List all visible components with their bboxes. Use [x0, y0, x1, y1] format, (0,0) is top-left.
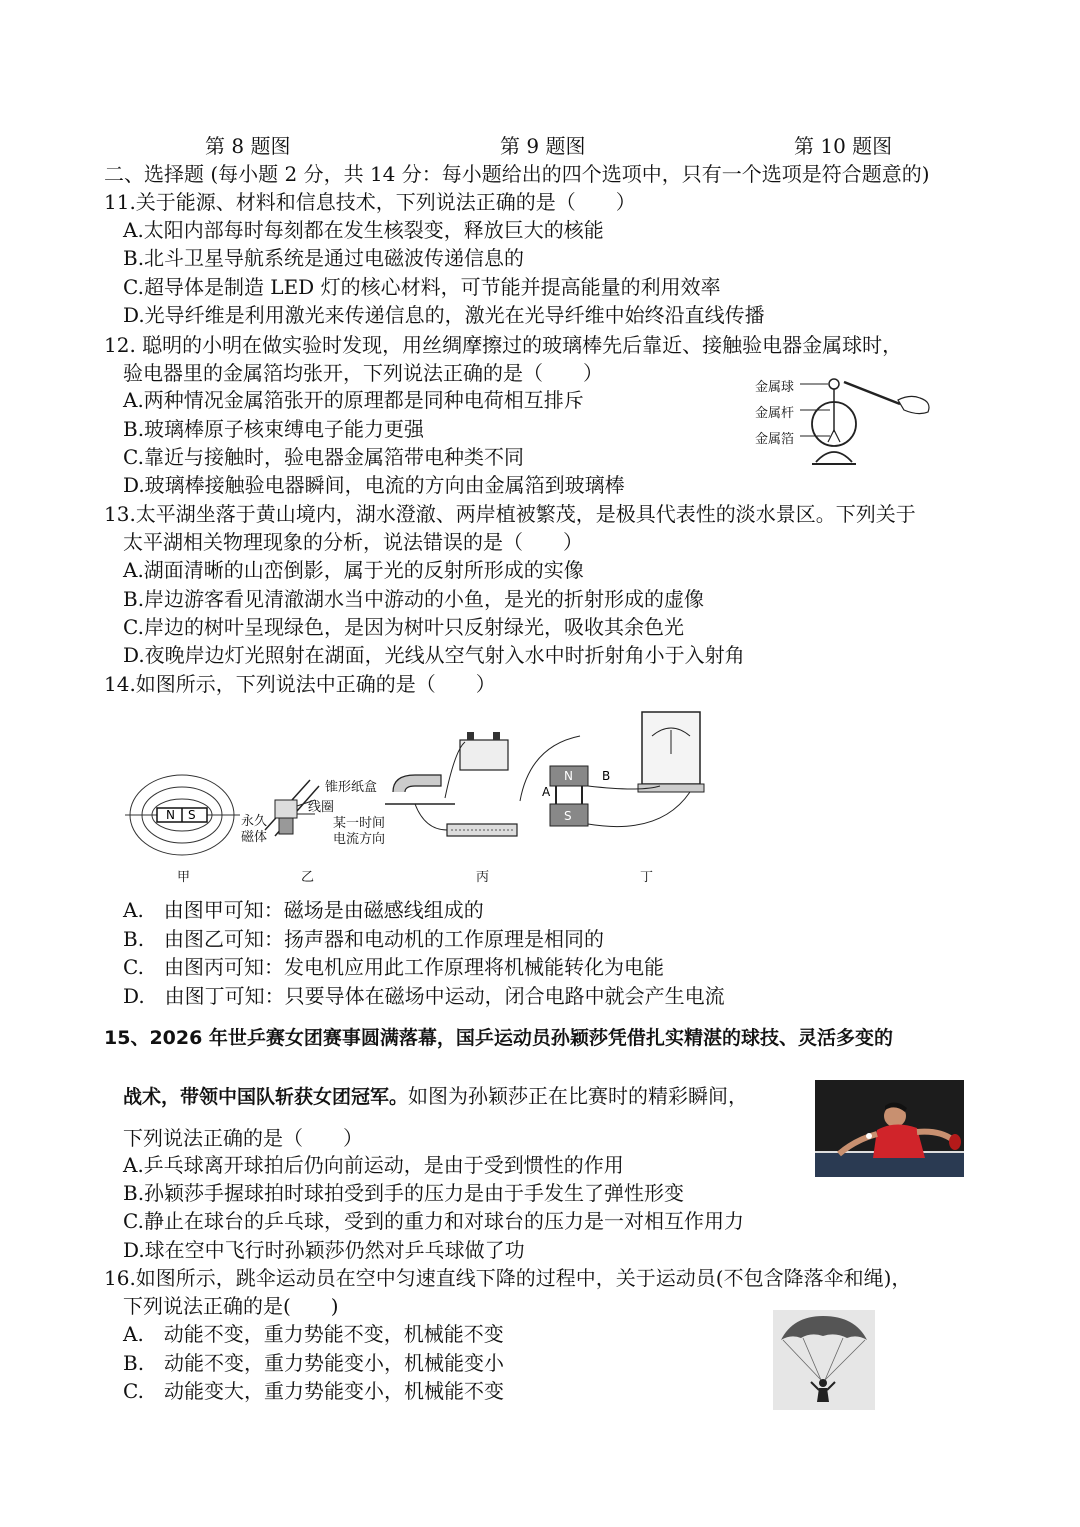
q12-stem-line1: 12. 聪明的小明在做实验时发现，用丝绸摩擦过的玻璃棒先后靠近、接触验电器金属球时， — [104, 333, 903, 357]
figure-caption-10: 第 10 题图 — [794, 134, 893, 158]
table-tennis-photo — [815, 1080, 964, 1177]
label-cone: 锥形纸盒 — [325, 780, 378, 795]
figure-name-ding: 丁 — [640, 870, 654, 885]
electroscope-label-foil: 金属箔 — [755, 432, 795, 447]
q11-stem: 11.关于能源、材料和信息技术，下列说法正确的是（ ） — [104, 190, 636, 214]
q14-option-c: C. 由图丙可知：发电机应用此工作原理将机械能转化为电能 — [123, 955, 664, 979]
q16-option-c: C. 动能变大，重力势能变小，机械能不变 — [123, 1379, 504, 1403]
q14-option-a: A. 由图甲可知：磁场是由磁感线组成的 — [123, 898, 484, 922]
label-current-dir: 电流方向 — [333, 832, 386, 847]
q12-option-b: B.玻璃棒原子核束缚电子能力更强 — [123, 417, 425, 441]
q13-option-c: C.岸边的树叶呈现绿色，是因为树叶只反射绿光，吸收其余色光 — [123, 615, 684, 639]
q15-option-b: B.孙颖莎手握球拍时球拍受到手的压力是由于手发生了弹性形变 — [123, 1181, 685, 1205]
generator-point-a: A — [542, 785, 551, 799]
q14-option-d: D. 由图丁可知：只要导体在磁场中运动，闭合电路中就会产生电流 — [123, 984, 725, 1008]
electroscope-label-rod: 金属杆 — [755, 406, 795, 421]
q15-option-d: D.球在空中飞行时孙颖莎仍然对乒乓球做了功 — [123, 1238, 525, 1262]
figure-name-jia: 甲 — [177, 870, 191, 885]
figure-caption-8: 第 8 题图 — [205, 134, 291, 158]
figure-caption-9: 第 9 题图 — [500, 134, 586, 158]
q15-stem-bold: 战术，带领中国队斩获女团冠军。 — [123, 1086, 409, 1108]
q15-stem-line1: 15、2026 年世乒赛女团赛事圆满落幕，国乒运动员孙颖莎凭借扎实精湛的球技、灵活多变的 — [104, 1027, 893, 1049]
label-permanent: 永久 — [241, 814, 268, 829]
label-coil: 线圈 — [308, 800, 335, 815]
figure-ding-generator — [520, 706, 720, 836]
q12-option-c: C.靠近与接触时，验电器金属箔带电种类不同 — [123, 445, 524, 469]
q13-option-d: D.夜晚岸边灯光照射在湖面，光线从空气射入水中时折射角小于入射角 — [123, 643, 745, 667]
q14-option-b: B. 由图乙可知：扬声器和电动机的工作原理是相同的 — [123, 927, 605, 951]
figure-name-bing: 丙 — [476, 870, 490, 885]
q16-stem-line2: 下列说法正确的是( ) — [123, 1294, 339, 1318]
parachutist-photo — [773, 1310, 875, 1410]
q15-option-c: C.静止在球台的乒乓球，受到的重力和对球台的压力是一对相互作用力 — [123, 1209, 744, 1233]
q15-stem-rest: 如图为孙颖莎正在比赛时的精彩瞬间， — [408, 1084, 749, 1108]
figure-jia-bar-magnet — [125, 768, 240, 863]
label-magnet: 磁体 — [241, 830, 268, 845]
label-sometime: 某一时间 — [333, 816, 386, 831]
q14-stem: 14.如图所示，下列说法中正确的是（ ） — [104, 672, 496, 696]
section-title: 二、选择题 (每小题 2 分，共 14 分：每小题给出的四个选项中，只有一个选项是符合题意的) — [104, 162, 930, 186]
q12-option-a: A.两种情况金属箔张开的原理都是同种电荷相互排斥 — [123, 388, 584, 412]
q13-stem-line2: 太平湖相关物理现象的分析，说法错误的是（ ） — [123, 530, 583, 554]
q13-stem-line1: 13.太平湖坐落于黄山境内，湖水澄澈、两岸植被繁茂，是极具代表性的淡水景区。下列关于 — [104, 502, 916, 526]
generator-pole-s: S — [564, 809, 572, 823]
figure-name-yi: 乙 — [301, 870, 315, 885]
generator-point-b: B — [602, 769, 611, 783]
q16-option-b: B. 动能不变，重力势能变小，机械能变小 — [123, 1351, 505, 1375]
q11-option-c: C.超导体是制造 LED 灯的核心材料，可节能并提高能量的利用效率 — [123, 275, 721, 299]
q11-option-d: D.光导纤维是利用激光来传递信息的，激光在光导纤维中始终沿直线传播 — [123, 303, 765, 327]
figure-bing-circuit — [385, 730, 525, 850]
q12-option-d: D.玻璃棒接触验电器瞬间，电流的方向由金属箔到玻璃棒 — [123, 473, 625, 497]
magnet-pole-s: S — [188, 808, 196, 822]
q15-stem-line2 — [123, 1082, 748, 1111]
q11-option-b: B.北斗卫星导航系统是通过电磁波传递信息的 — [123, 246, 525, 270]
q15-stem-line3: 下列说法正确的是（ ） — [123, 1126, 363, 1150]
q12-stem-line2: 验电器里的金属箔均张开，下列说法正确的是（ ） — [123, 361, 603, 385]
magnet-pole-n: N — [166, 808, 175, 822]
q15-option-a: A.乒乓球离开球拍后仍向前运动，是由于受到惯性的作用 — [123, 1153, 624, 1177]
electroscope-label-ball: 金属球 — [755, 380, 795, 395]
q16-option-a: A. 动能不变，重力势能不变，机械能不变 — [123, 1322, 504, 1346]
q13-option-a: A.湖面清晰的山峦倒影，属于光的反射所形成的实像 — [123, 558, 584, 582]
q11-option-a: A.太阳内部每时每刻都在发生核裂变，释放巨大的核能 — [123, 218, 604, 242]
q13-option-b: B.岸边游客看见清澈湖水当中游动的小鱼，是光的折射形成的虚像 — [123, 587, 705, 611]
generator-pole-n: N — [564, 769, 573, 783]
q16-stem-line1: 16.如图所示，跳伞运动员在空中匀速直线下降的过程中，关于运动员(不包含降落伞和绳)， — [104, 1266, 912, 1290]
electroscope-figure — [800, 372, 940, 472]
